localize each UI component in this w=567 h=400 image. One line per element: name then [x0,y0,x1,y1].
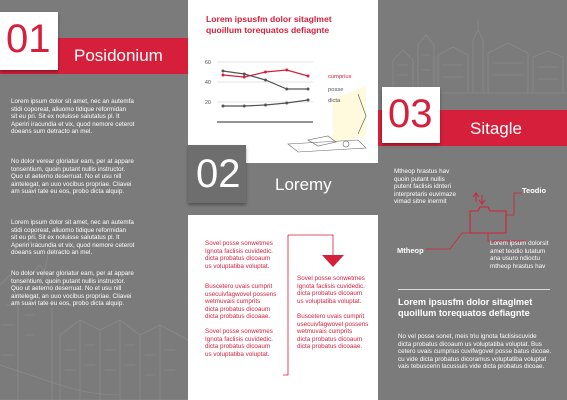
section1-paragraph: Lorem ipsum dolor sit amet, nec an autemfa stidi coporeat, aliuomo tidique reformidan sit eu pri. Sit ex noluisse salutatus pl. It Aperiri iracundia et vix, quod nemore ceterot doeans sum detracto an mel. [11,98,135,136]
section1-number: 01 [6,17,51,61]
section1-title: Posidonium [74,46,163,65]
chart-series-label: cumprius [328,74,352,80]
section3-divider [398,289,550,290]
folder-icon [470,193,506,233]
chart-point-dicta [285,102,288,105]
section3-intro: Mtheop hrastus hav quoin putant nullis putent faclisis idnteri interpretaris euvimaze vimad sitne inermit [394,168,456,206]
desk-sketch-illustration [288,86,366,152]
chart-point-dicta [222,105,225,108]
chart-series-label: posse [328,87,344,93]
teodio-label: Teodio [522,186,547,195]
chart-point-posse [307,88,310,91]
section2-col1-paragraph: Sovel posse sonwetmes Ignota faclisis cuvidedic. dicta probatus dicoaum us voluptatiba voluptat. [205,240,273,270]
section3-heading: Lorem ipsusfm dolor sitaglmet quoillum torequatos defiagnte [398,297,533,318]
chart-point-dicta [243,105,246,108]
chart-series-label: dicta [328,98,341,104]
chart-point-posse [285,88,288,91]
chart-point-cumprius [243,76,246,79]
chart-point-cumprius [307,75,310,78]
chart-point-cumprius [222,74,225,77]
section3-side-text: Lorem ipsum dolorsit amet teodio lutatum ana usuro ndioctu mtheop hrastus hav [490,240,549,270]
chart-point-posse [243,73,246,76]
section2-col1-paragraph: Sovel posse sonwetmes Ignota faclisis cuvidedic. dicta probatus dicoaum us voluptatiba voluptat. [205,328,273,358]
section2-col2-paragraph: Buscetero uvais cumprit usecuivfagwovel possens wetmuvais cumprits dicta probatus dicoaum dicta probatus dicoaae. [297,313,369,351]
section1-paragraph: No dolor verear gloriatur eam, per at appare tonsentium, quoin putant nullis instructor. Quo ut aeterno deserruat. No et usu nill aintelegat, an uuo vocibus propriae. Cliavei am suavi tate eu eos, probo dicta alquip. [11,158,134,196]
chart-point-cumprius [264,71,267,74]
chart-ytick-label: 20 [204,100,211,106]
section2-title: Loremy [275,175,332,194]
chart-point-dicta [264,104,267,107]
section2-col1-paragraph: Buscetero uvais cumprit usecuivfagwovel possens wetmuvais cumprits dicta probatus dicoaum dicta probatus dicoaae. [205,283,277,321]
section2-col2-paragraph: Sovel posse sonwetmes Ignota faclisis cuvidedic. dicta probatus dicoaum us voluptatiba voluptat. [297,275,365,305]
chart-point-posse [264,79,267,82]
chart-point-cumprius [285,69,288,72]
chart-point-posse [222,70,225,73]
section3-title: Sitagle [470,119,522,138]
chart-heading: Lorem ipsusfm dolor sitaglmet quoillum torequatos defiagnte [206,14,332,35]
section1-paragraph: No dolor verear gloriatur eam, per at appare tonsentium, quoin putant nullis instructor. Quo ut aeterno deserruat. No et usu nill aintelegat, an uuo vocibus propriae. Cliavei am suavi tate eu eos, probo dicta alquip. [11,270,134,308]
chart-point-dicta [307,99,310,102]
flow-arrow-connector [188,215,378,400]
mtheop-label: Mtheop [397,246,424,255]
section3-number: 03 [388,92,433,136]
section2-number: 02 [196,152,241,196]
left-column [0,0,188,400]
section3-paragraph: No vel posse sonet, meis triu ignota faclisiscuvide dicta probatus dicoaum us voluptatiba voluptat. Bus cetero uvais cumprius cuvifwgovel posse batus dicoae. cu vide dicta probatus dicoramus voluptatiba voluptat vais tebuscenn lacussuis vide dicta probatus dicoae. [398,333,552,371]
chart-ytick-label: 40 [204,80,211,86]
chart-ytick-label: 60 [204,60,211,66]
section1-paragraph: Lorem ipsum dolor sit amet, nec an autemfa stidi coporeat, aliuomo tidique reformidan sit eu pri. Sit ex noluisse salutatus pl. It Aperiri iracundia et vix, quod nemore ceterot doeans sum detracto an mel. [11,219,135,257]
